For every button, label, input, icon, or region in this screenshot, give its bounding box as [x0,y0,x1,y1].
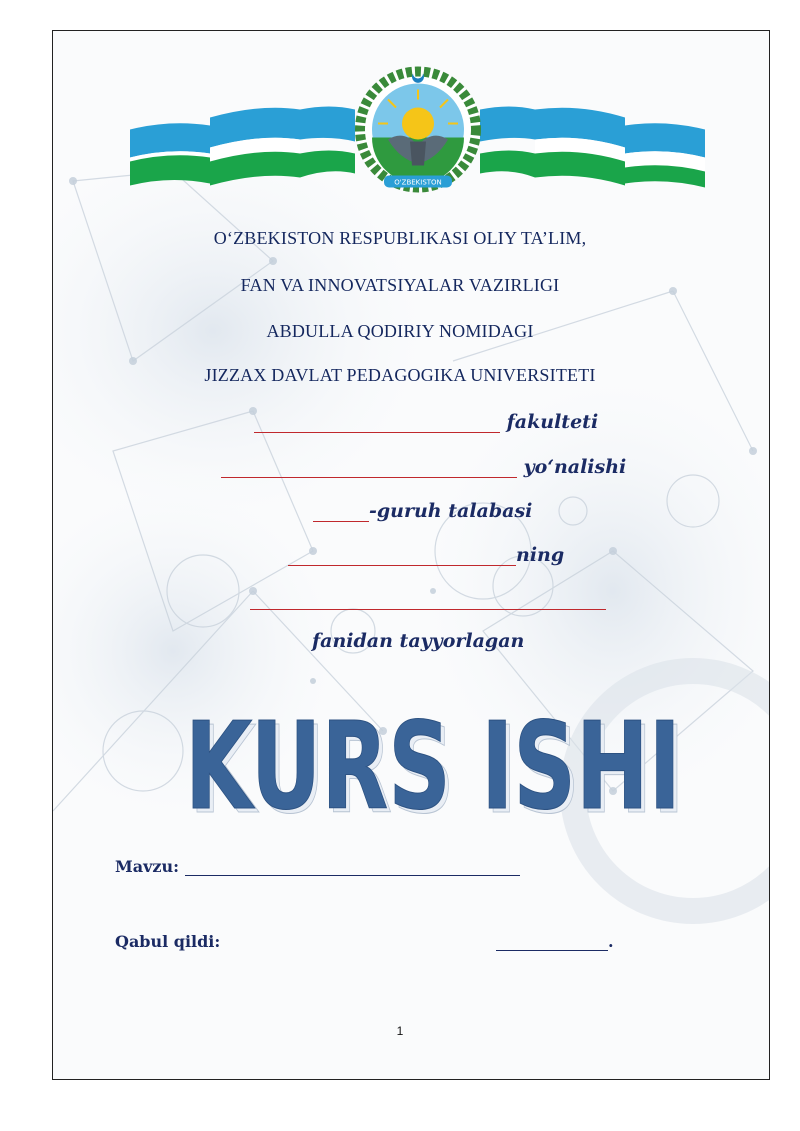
university-line-2: JIZZAX DAVLAT PEDAGOGIKA UNIVERSITETI [204,365,596,385]
subject-blank[interactable] [250,589,606,610]
university-line-1: ABDULLA QODIRIY NOMIDAGI [266,321,534,341]
flag-ribbon-left [130,107,355,186]
direction-suffix: yo‘nalishi [523,456,627,478]
document-title-shadow: KURS ISHI [189,702,685,822]
topic-blank[interactable] [185,859,520,876]
page-number: 1 [396,1024,404,1038]
faculty-suffix: fakulteti [506,411,599,433]
student-suffix: ning [516,544,565,566]
faculty-blank[interactable] [254,412,500,433]
faculty-field [254,411,598,433]
coat-of-arms [356,68,480,192]
flag-ribbon-right [480,107,705,188]
direction-field [221,456,626,478]
accepted-label: Qabul qildi: [115,932,221,951]
document-title [178,672,688,822]
accepted-blank[interactable] [496,934,608,951]
subject-suffix: fanidan tayyorlagan [312,630,525,652]
accepted-end: . [608,932,614,951]
ministry-line-1: O‘ZBEKISTON RESPUBLIKASI OLIY TA’LIM, [213,228,587,248]
ministry-line-2: FAN VA INNOVATSIYALAR VAZIRLIGI [240,275,560,295]
student-blank[interactable] [288,545,516,566]
direction-blank[interactable] [221,457,517,478]
group-blank[interactable] [313,501,369,522]
state-emblem-with-flag [130,55,705,205]
topic-field [115,857,520,876]
subject-field [250,588,606,610]
topic-label: Mavzu: [115,857,179,876]
accepted-field [496,932,614,951]
student-field [288,544,564,566]
document-title-text: KURS ISHI [185,698,681,822]
group-field [313,500,532,522]
group-suffix: -guruh talabasi [369,500,533,522]
emblem-banner-text: O'ZBEKISTON [394,178,442,187]
